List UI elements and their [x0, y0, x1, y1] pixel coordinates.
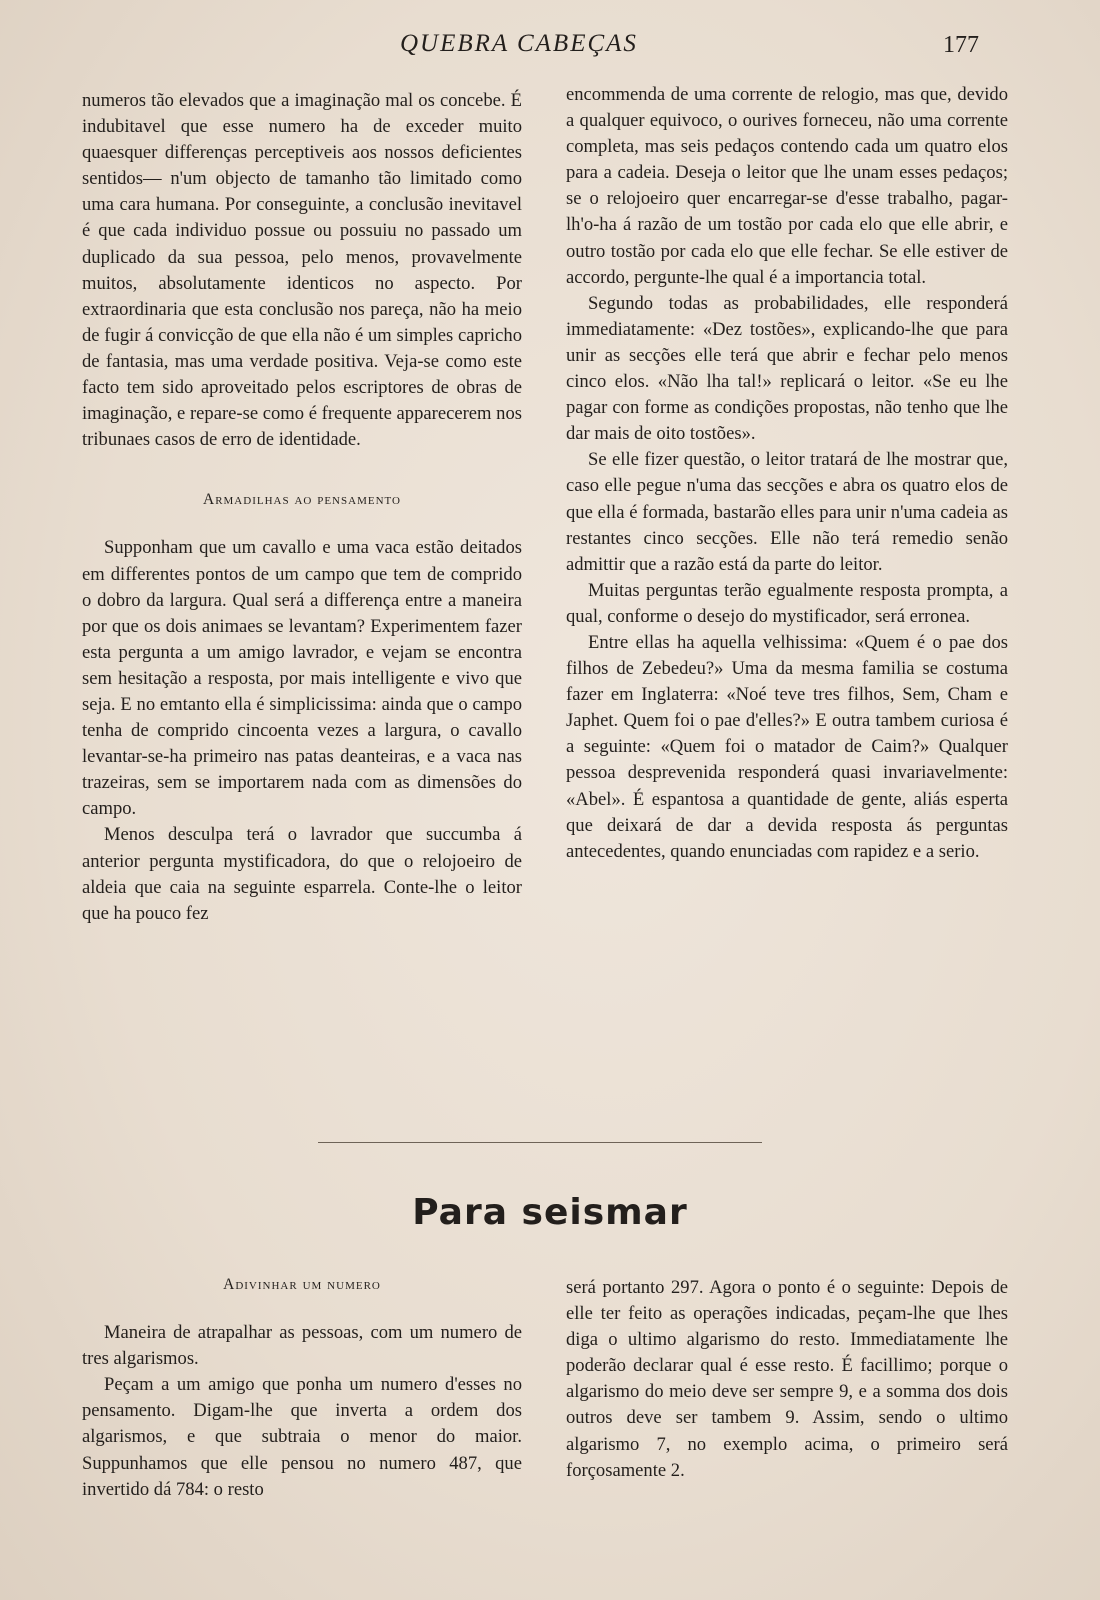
section-divider — [318, 1142, 762, 1143]
section-title: Armadilhas ao pensamento — [203, 491, 401, 509]
paragraph: Maneira de atrapalhar as pessoas, com um numero de tres algarismos. — [82, 1322, 522, 1370]
left-column-2 — [82, 1272, 522, 1503]
paragraph: Peçam a um amigo que ponha um numero d'esses no pensamento. Digam-lhe que inverta a ordem dos algarismos, e que subtraia o menor do maior. Suppunhamos que elle pensou no numero 487, que invertido dá 784: o resto — [82, 1374, 522, 1500]
right-column-2 — [566, 1275, 1008, 1484]
left-column — [82, 88, 522, 927]
page-number: 177 — [943, 32, 979, 58]
paragraph: será portanto 297. Agora o ponto é o seguinte: Depois de elle ter feito as operações indicadas, peçam-lhe que lhes diga o ultimo algarismo do resto. Immediatamente lhe poderão declarar qual é esse resto. É facillimo; porque o algarismo do meio deve ser sempre 9, e a somma dos dois outros deve ser tambem 9. Assim, sendo o ultimo algarismo 7, no exemplo acima, o primeiro será forçosamente 2. — [566, 1277, 1008, 1481]
paragraph: Supponham que um cavallo e uma vaca estão deitados em differentes pontos de um campo que tem de comprido o dobro da largura. Qual será a differença entre a maneira por que os dois animaes se levantam? Experimentem fazer esta pergunta a um amigo lavrador, e vejam se encontra sem hesitação a resposta, por mais intelligente e vivo que seja. E no emtanto ella é simplicissima: ainda que o campo tenha de comprido cincoenta vezes a largura, o cavallo levantar-se-ha primeiro nas patas deanteiras, e a vaca nas trazeiras, sem se importarem nada com as dimensões do campo. — [82, 537, 522, 820]
display-title: Para seismar — [412, 1192, 688, 1233]
paragraph: Se elle fizer questão, o leitor tratará de lhe mostrar que, caso elle pegue n'uma das secções e abra os quatro elos de que ella é formada, bastarão elles para unir n'uma cadeia as restantes cinco secções. Elle não terá remedio senão admittir que a razão está da parte do leitor. — [566, 449, 1008, 575]
paragraph: numeros tão elevados que a imaginação mal os concebe. É indubitavel que esse numero ha de exceder muito quaesquer differenças perceptiveis aos nossos deficientes sentidos— n'um objecto de tamanho tão limitado como uma cara humana. Por conseguinte, a conclusão inevitavel é que cada individuo possue ou possuiu no passado um duplicado da sua pessoa, pelo menos, provavelmente muitos, absolutamente identicos no aspecto. Por extraordinaria que esta conclusão nos pareça, não ha meio de fugir á convicção de que ella não é um simples capricho de fantasia, mas uma verdade positiva. Veja-se como este facto tem sido aproveitado pelos escriptores de obras de imaginação, e repare-se como é frequente apparecerem nos tribunaes casos de erro de identidade. — [82, 90, 522, 451]
paragraph: encommenda de uma corrente de relogio, mas que, devido a qualquer equivoco, o ourives forneceu, não uma corrente completa, mas seis pedaços contendo cada um quatro elos para a cadeia. Deseja o leitor que lhe unam esses pedaços; se o relojoeiro quer encarregar-se d'esse trabalho, pagar-lh'o-ha á razão de um tostão por cada elo que elle abrir, e outro tostão por cada elo que elle fechar. Se elle estiver de accordo, pergunte-lhe qual é a importancia total. — [566, 84, 1008, 288]
running-head — [0, 30, 1100, 70]
right-column — [566, 82, 1008, 865]
paragraph: Muitas perguntas terão egualmente resposta prompta, a qual, conforme o desejo do mystificador, será erronea. — [566, 579, 1008, 627]
paragraph: Menos desculpa terá o lavrador que succumba á anterior pergunta mystificadora, do que o relojoeiro de aldeia que caia na seguinte esparrela. Conte-lhe o leitor que ha pouco fez — [82, 824, 522, 924]
paragraph: Entre ellas ha aquella velhissima: «Quem é o pae dos filhos de Zebedeu?» Uma da mesma familia se costuma fazer em Inglaterra: «Noé teve tres filhos, Sem, Cham e Japhet. Quem foi o pae d'elles?» E outra tambem curiosa é a seguinte: «Quem foi o matador de Caim?» Qualquer pessoa desprevenida responderá quasi invariavelmente: «Abel». É espantosa a quantidade de gente, aliás esperta que deixará de dar a devida resposta ás perguntas antecedentes, quando enunciadas com rapidez e a serio. — [566, 631, 1008, 862]
subsection-title: Adivinhar um numero — [223, 1276, 381, 1293]
running-title: QUEBRA CABEÇAS — [400, 30, 638, 57]
paragraph: Segundo todas as probabilidades, elle responderá immediatamente: «Dez tostões», explicando-lhe que para unir as secções elle terá que abrir e fechar pelo menos cinco elos. «Não lha tal!» replicará o leitor. «Se eu lhe pagar con forme as condições propostas, não tenho que lhe dar mais de oito tostões». — [566, 292, 1008, 445]
